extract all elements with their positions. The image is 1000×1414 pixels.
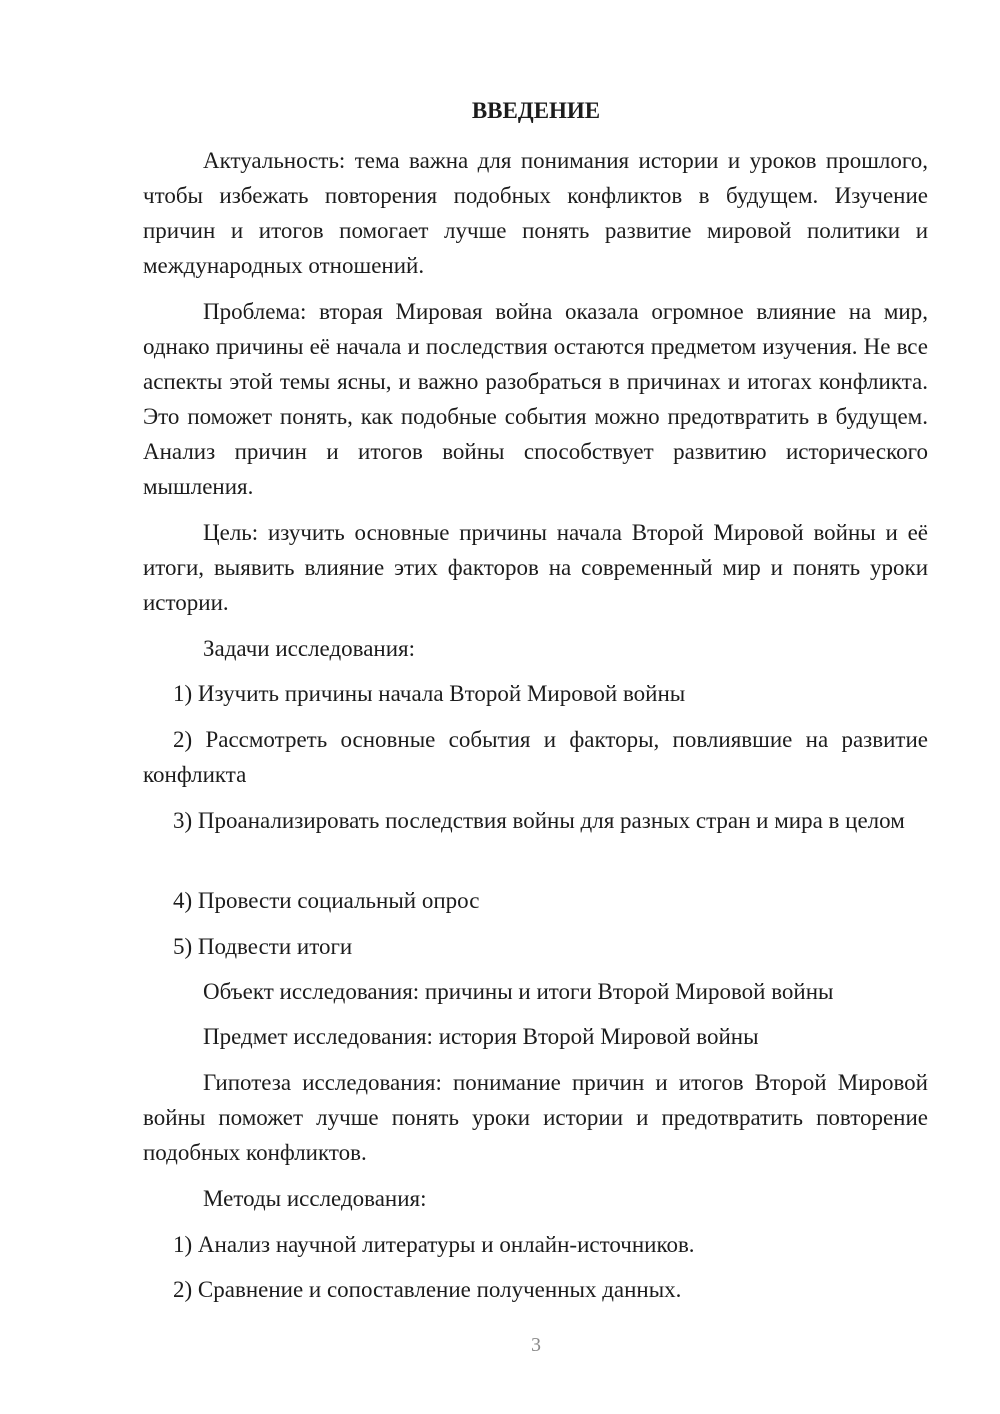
tasks-title: Задачи исследования:	[203, 636, 416, 661]
method-item-1: 1) Анализ научной литературы и онлайн-источников.	[173, 1232, 695, 1257]
methods-title: Методы исследования:	[203, 1186, 427, 1211]
task-item-4: 4) Провести социальный опрос	[173, 888, 480, 913]
task-item-5: 5) Подвести итоги	[173, 934, 353, 959]
method-item-2: 2) Сравнение и сопоставление полученных данных.	[173, 1277, 682, 1302]
page-number: 3	[531, 1334, 541, 1356]
relevance-paragraph: Актуальность: тема важна для понимания истории и уроков прошлого, чтобы избежать повторения подобных конфликтов в будущем. Изучение причин и итогов помогает лучше понять развитие мировой политики и международных отношений.	[143, 148, 928, 278]
task-item-3: 3) Проанализировать последствия войны для разных стран и мира в целом	[173, 808, 905, 833]
goal-paragraph: Цель: изучить основные причины начала Второй Мировой войны и её итоги, выявить влияние этих факторов на современный мир и понять уроки истории.	[143, 520, 928, 615]
subject-paragraph: Предмет исследования: история Второй Мировой войны	[203, 1024, 759, 1049]
problem-paragraph: Проблема: вторая Мировая война оказала огромное влияние на мир, однако причины её начала и последствия остаются предметом изучения. Не все аспекты этой темы ясны, и важно разобраться в причинах и итогах конфликта. Это поможет понять, как подобные события можно предотвратить в будущем. Анализ причин и итогов войны способствует развитию исторического мышления.	[143, 299, 928, 499]
task-item-2: 2) Рассмотреть основные события и факторы, повлиявшие на развитие конфликта	[143, 727, 928, 787]
hypothesis-paragraph: Гипотеза исследования: понимание причин и итогов Второй Мировой войны поможет лучше понять уроки истории и предотвратить повторение подобных конфликтов.	[143, 1070, 928, 1165]
page-heading: ВВЕДЕНИЕ	[471, 98, 601, 123]
object-paragraph: Объект исследования: причины и итоги Второй Мировой войны	[203, 979, 834, 1004]
task-item-1: 1) Изучить причины начала Второй Мировой войны	[173, 681, 686, 706]
